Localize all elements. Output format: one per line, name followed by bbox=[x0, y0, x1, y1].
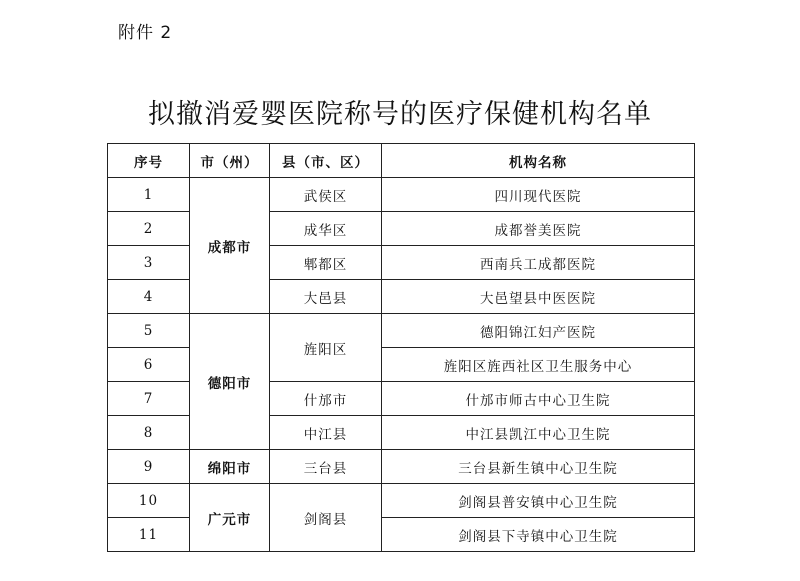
header-city: 市（州） bbox=[190, 144, 270, 178]
county-cell: 郫都区 bbox=[270, 246, 382, 280]
county-cell: 大邑县 bbox=[270, 280, 382, 314]
row-seq: 9 bbox=[108, 450, 190, 484]
institution-cell: 中江县凯江中心卫生院 bbox=[382, 416, 695, 450]
table-row bbox=[108, 484, 695, 518]
row-seq: 7 bbox=[108, 382, 190, 416]
table-row bbox=[108, 178, 695, 212]
city-cell: 广元市 bbox=[190, 484, 270, 552]
document-title: 拟撤消爱婴医院称号的医疗保健机构名单 bbox=[148, 99, 652, 130]
city-cell: 德阳市 bbox=[190, 314, 270, 450]
institution-cell: 旌阳区旌西社区卫生服务中心 bbox=[382, 348, 695, 382]
institution-table bbox=[107, 143, 695, 552]
county-cell: 武侯区 bbox=[270, 178, 382, 212]
county-cell: 什邡市 bbox=[270, 382, 382, 416]
attachment-label: 附件 2 bbox=[118, 23, 173, 43]
county-cell: 成华区 bbox=[270, 212, 382, 246]
row-seq: 2 bbox=[108, 212, 190, 246]
county-cell: 旌阳区 bbox=[270, 314, 382, 382]
institution-cell: 大邑望县中医医院 bbox=[382, 280, 695, 314]
institution-cell: 四川现代医院 bbox=[382, 178, 695, 212]
county-cell: 三台县 bbox=[270, 450, 382, 484]
row-seq: 6 bbox=[108, 348, 190, 382]
institution-cell: 剑阁县下寺镇中心卫生院 bbox=[382, 518, 695, 552]
row-seq: 5 bbox=[108, 314, 190, 348]
row-seq: 3 bbox=[108, 246, 190, 280]
header-institution: 机构名称 bbox=[382, 144, 695, 178]
county-cell: 中江县 bbox=[270, 416, 382, 450]
row-seq: 11 bbox=[108, 518, 190, 552]
city-cell: 成都市 bbox=[190, 178, 270, 314]
table-header-row bbox=[108, 144, 695, 178]
table-row bbox=[108, 314, 695, 348]
row-seq: 4 bbox=[108, 280, 190, 314]
table-row bbox=[108, 450, 695, 484]
row-seq: 1 bbox=[108, 178, 190, 212]
institution-cell: 德阳锦江妇产医院 bbox=[382, 314, 695, 348]
header-county: 县（市、区） bbox=[270, 144, 382, 178]
institution-cell: 什邡市师古中心卫生院 bbox=[382, 382, 695, 416]
institution-cell: 西南兵工成都医院 bbox=[382, 246, 695, 280]
institution-cell: 三台县新生镇中心卫生院 bbox=[382, 450, 695, 484]
row-seq: 10 bbox=[108, 484, 190, 518]
institution-cell: 成都誉美医院 bbox=[382, 212, 695, 246]
header-seq: 序号 bbox=[108, 144, 190, 178]
row-seq: 8 bbox=[108, 416, 190, 450]
institution-cell: 剑阁县普安镇中心卫生院 bbox=[382, 484, 695, 518]
county-cell: 剑阁县 bbox=[270, 484, 382, 552]
city-cell: 绵阳市 bbox=[190, 450, 270, 484]
